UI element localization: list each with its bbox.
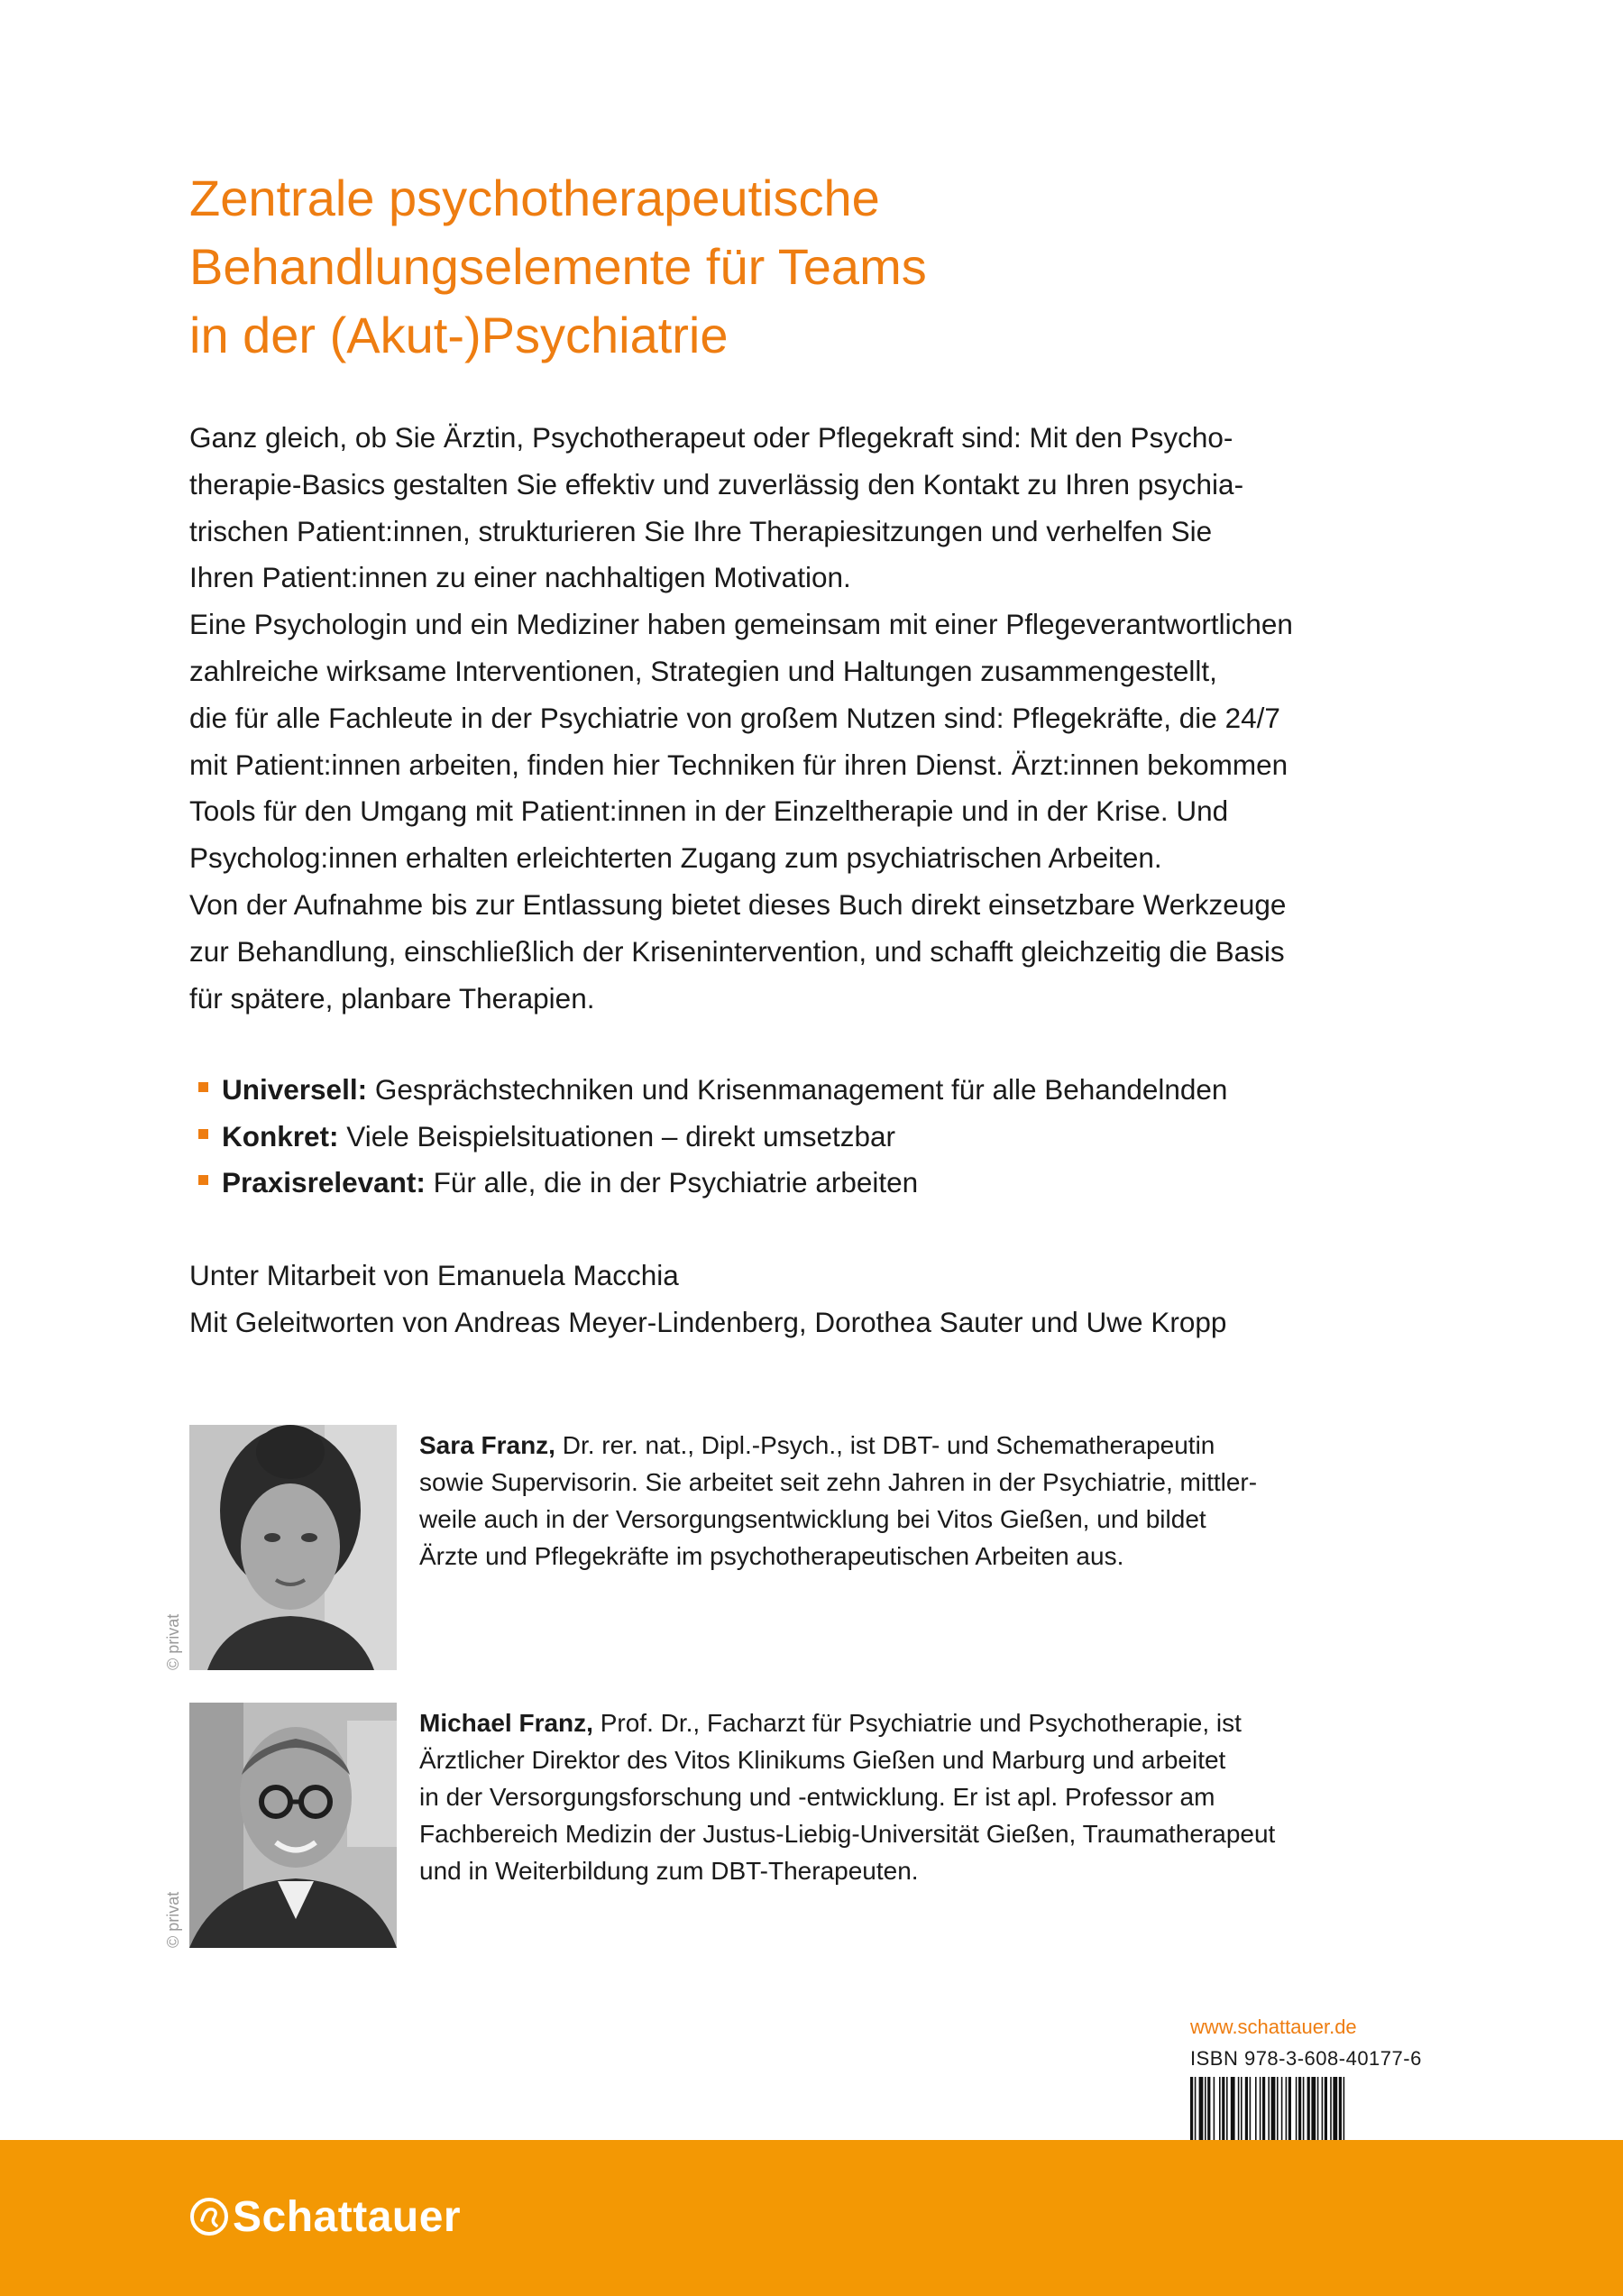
publisher-name: Schattauer — [233, 2192, 462, 2241]
description-line: Ganz gleich, ob Sie Ärztin, Psychotherapeut oder Pflegekraft sind: Mit den Psycho- — [189, 421, 1233, 454]
author-photo — [189, 1425, 397, 1670]
schattauer-logo-icon — [189, 2197, 229, 2236]
footer-band — [0, 2140, 1623, 2296]
feature-label: Universell: — [222, 1073, 368, 1106]
collaboration-note: Unter Mitarbeit von Emanuela Macchia — [189, 1259, 679, 1291]
barcode-bar — [1219, 2077, 1221, 2140]
book-headline — [189, 164, 1362, 370]
portrait-woman-icon — [189, 1425, 397, 1670]
headline-line: Behandlungselemente für Teams — [189, 238, 927, 295]
feature-item — [189, 1114, 1362, 1161]
feature-label: Praxisrelevant: — [222, 1166, 426, 1199]
barcode-bar — [1207, 2077, 1210, 2140]
author-sara-franz: © privat Sara Franz, Dr. rer. nat., Dipl.-Psych., ist DBT- und Schematherapeutin sowie Supervisorin. Sie arbeitet seit zehn Jahren in der Psychiatrie, mittler- weile auch in der Versorgungsentwicklung bei Vitos Gießen, und bildet Ärzte und Pflegekräfte im psychotherapeutischen Arbeiten aus. — [189, 1425, 1452, 1670]
headline-line: in der (Akut-)Psychiatrie — [189, 307, 729, 363]
barcode-bar — [1271, 2077, 1276, 2140]
barcode-bar — [1190, 2077, 1193, 2140]
feature-text: Für alle, die in der Psychiatrie arbeiten — [425, 1166, 919, 1199]
description-line: zahlreiche wirksame Interventionen, Strategien und Haltungen zusammengestellt, — [189, 654, 1217, 687]
bio-line: weile auch in der Versorgungsentwicklung bei Vitos Gießen, und bildet — [419, 1505, 1206, 1533]
description-line: therapie-Basics gestalten Sie effektiv und zuverlässig den Kontakt zu Ihren psychia- — [189, 467, 1244, 501]
feature-item — [189, 1160, 1362, 1207]
barcode-bar — [1268, 2077, 1270, 2140]
portrait-man-icon — [189, 1703, 397, 1948]
barcode-bar — [1317, 2077, 1319, 2140]
barcode-bar — [1255, 2077, 1257, 2140]
description-line: Ihren Patient:innen zu einer nachhaltigen Motivation. — [189, 561, 851, 594]
square-bullet-icon — [198, 1129, 208, 1139]
foreword-note: Mit Geleitworten von Andreas Meyer-Lindenberg, Dorothea Sauter und Uwe Kropp — [189, 1305, 1227, 1338]
author-bio — [419, 1704, 1456, 1889]
barcode-bar — [1262, 2077, 1265, 2140]
description-line: mit Patient:innen arbeiten, finden hier Techniken für ihren Dienst. Ärzt:innen bekommen — [189, 748, 1288, 781]
square-bullet-icon — [198, 1175, 208, 1185]
barcode-bar — [1322, 2077, 1324, 2140]
description-line: Psycholog:innen erhalten erleichterten Zugang zum psychiatrischen Arbeiten. — [189, 841, 1162, 875]
barcode-bar — [1231, 2077, 1235, 2140]
barcode-bar — [1214, 2077, 1215, 2140]
bio-line: Ärzte und Pflegekräfte im psychotherapeutischen Arbeiten aus. — [419, 1542, 1124, 1570]
barcode-bar — [1199, 2077, 1204, 2140]
barcode-bar — [1281, 2077, 1283, 2140]
bio-line: in der Versorgungsforschung und -entwicklung. Er ist apl. Professor am — [419, 1783, 1215, 1811]
headline-line: Zentrale psychotherapeutische — [189, 170, 880, 226]
author-photo — [189, 1703, 397, 1948]
publisher-url[interactable]: www.schattauer.de — [1190, 2016, 1357, 2038]
description-line: Tools für den Umgang mit Patient:innen in der Einzeltherapie und in der Krise. Und — [189, 794, 1229, 828]
feature-list — [189, 1067, 1362, 1207]
barcode-bar — [1250, 2077, 1252, 2140]
barcode-bar — [1286, 2077, 1288, 2140]
book-description — [189, 415, 1443, 1022]
author-bio — [419, 1427, 1456, 1575]
bio-line: Fachbereich Medizin der Justus-Liebig-Universität Gießen, Traumatherapeut — [419, 1820, 1276, 1848]
barcode-bar — [1298, 2077, 1301, 2140]
barcode-bar — [1333, 2077, 1337, 2140]
barcode-bar — [1343, 2077, 1345, 2140]
bio-line: Michael Franz, Prof. Dr., Facharzt für Psychiatrie und Psychotherapie, ist — [419, 1709, 1242, 1737]
feature-text: Viele Beispielsituationen – direkt umsetzbar — [338, 1119, 896, 1153]
barcode-bar — [1245, 2077, 1248, 2140]
description-line: zur Behandlung, einschließlich der Krisenintervention, und schafft gleichzeitig die Basis — [189, 934, 1285, 968]
square-bullet-icon — [198, 1082, 208, 1092]
author-name: Michael Franz, — [419, 1709, 593, 1737]
publisher-logo[interactable] — [189, 2194, 461, 2239]
barcode-bar — [1303, 2077, 1305, 2140]
description-line: Eine Psychologin und ein Mediziner haben gemeinsam mit einer Pflegeverantwortlichen — [189, 608, 1293, 641]
description-line: die für alle Fachleute in der Psychiatrie von großem Nutzen sind: Pflegekräfte, die 24/7 — [189, 701, 1280, 734]
bio-line: Sara Franz, Dr. rer. nat., Dipl.-Psych., ist DBT- und Schematherapeutin — [419, 1431, 1215, 1459]
barcode-bar — [1277, 2077, 1279, 2140]
barcode-bar — [1311, 2077, 1316, 2140]
barcode-bar — [1226, 2077, 1228, 2140]
barcode-bar — [1260, 2077, 1261, 2140]
barcode-bar — [1288, 2077, 1291, 2140]
description-line: trischen Patient:innen, strukturieren Sie Ihre Therapiesitzungen und verhelfen Sie — [189, 514, 1213, 547]
feature-text: Gesprächstechniken und Krisenmanagement für alle Behandelnden — [367, 1073, 1228, 1106]
description-line: Von der Aufnahme bis zur Entlassung bietet dieses Buch direkt einsetzbare Werkzeuge — [189, 887, 1287, 921]
barcode-bar — [1238, 2077, 1240, 2140]
barcode-bar — [1325, 2077, 1327, 2140]
barcode-bar — [1307, 2077, 1310, 2140]
bio-line: Ärztlicher Direktor des Vitos Klinikums Gießen und Marburg und arbeitet — [419, 1746, 1226, 1774]
barcode-bar — [1241, 2077, 1242, 2140]
barcode-bar — [1296, 2077, 1297, 2140]
bio-line: und in Weiterbildung zum DBT-Therapeuten. — [419, 1857, 919, 1885]
feature-label: Konkret: — [222, 1119, 339, 1153]
barcode-bar — [1222, 2077, 1224, 2140]
contributors — [189, 1253, 1443, 1345]
author-name: Sara Franz, — [419, 1431, 555, 1459]
barcode-icon — [1190, 2077, 1435, 2140]
barcode-bar — [1330, 2077, 1332, 2140]
author-michael-franz: © privat Michael Franz, Prof. Dr., Facharzt für Psychiatrie und Psychotherapie, ist Ärztlicher Direktor des Vitos Klinikums Gießen und Marburg und arbeitet in der Versorgungsforschung und -entwicklung. Er ist apl. Professor am Fachbereich Medizin der Justus-Liebig-Universität Gießen, Traumatherapeut und in Weiterbildung zum DBT-Therapeuten. — [189, 1703, 1452, 1948]
barcode-bar — [1195, 2077, 1197, 2140]
barcode-bar — [1339, 2077, 1342, 2140]
bio-line: sowie Supervisorin. Sie arbeitet seit zehn Jahren in der Psychiatrie, mittler- — [419, 1468, 1258, 1496]
description-line: für spätere, planbare Therapien. — [189, 981, 595, 1015]
feature-item — [189, 1067, 1362, 1114]
barcode-bar — [1205, 2077, 1206, 2140]
isbn-number: ISBN 978-3-608-40177-6 — [1190, 2047, 1422, 2070]
